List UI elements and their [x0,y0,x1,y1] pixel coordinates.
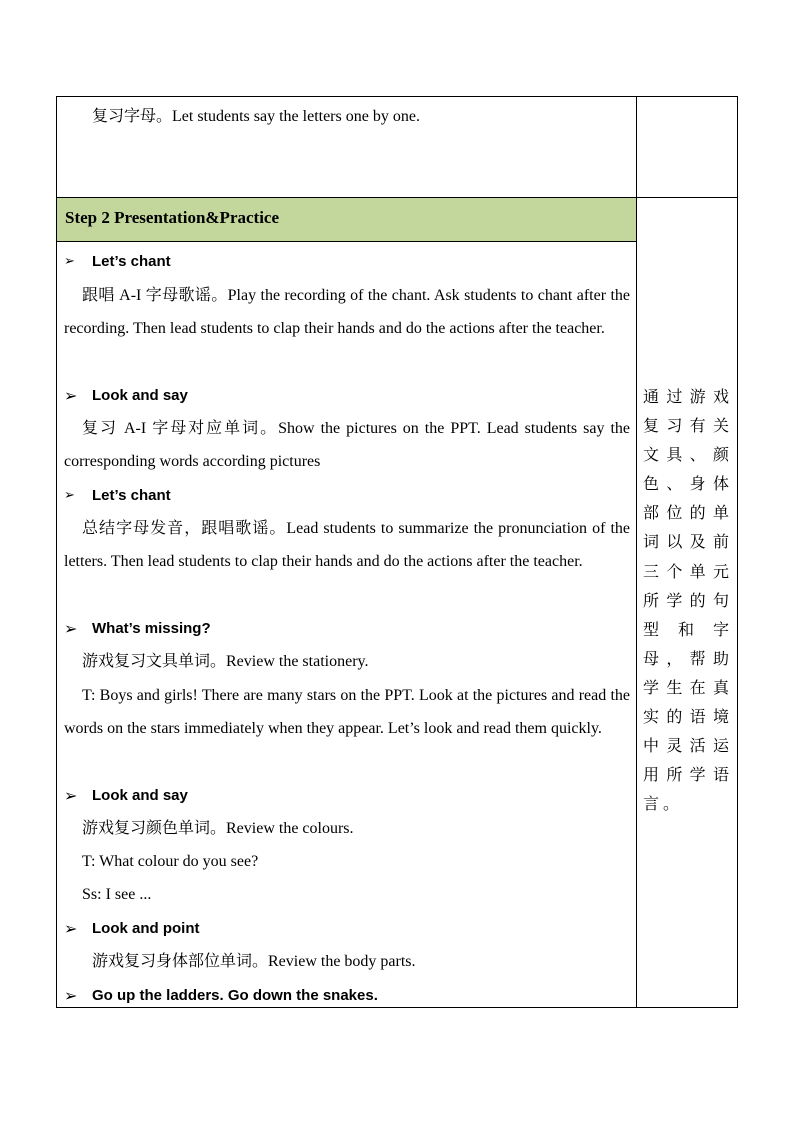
arrow-bullet-icon: ➢ [64,488,75,503]
side-note: 通过游戏复习有关文具、颜色、身体部位的单词以及前三个单元所学的句型和字母，帮助学生在真实的语境中灵活运用所学语言。 [643,387,733,814]
intro-text: 复习字母。Let students say the letters one by one. [92,108,420,125]
section-line: T: What colour do you see? [82,853,259,870]
section-heading: ➢ Let’s chant [64,250,171,274]
arrow-bullet-icon: ➢ [64,986,78,1005]
section-line: 游戏复习文具单词。Review the stationery. [82,653,369,670]
section-heading: ➢ Look and point [64,917,199,941]
step-title: Step 2 Presentation&Practice [65,208,280,227]
section-heading: ➢ Let’s chant [64,484,171,508]
section-line: Ss: I see ... [82,886,152,903]
step-header [57,198,636,241]
section-heading: ➢ What’s missing? [64,617,211,641]
header-divider [56,241,637,242]
arrow-bullet-icon: ➢ [64,386,78,405]
arrow-bullet-icon: ➢ [64,919,78,938]
section-heading: ➢ Look and say [64,784,188,808]
section-line: 游戏复习身体部位单词。Review the body parts. [92,953,416,970]
section-paragraph: 跟唱 A-I 字母歌谣。Play the recording of the chant. Ask students to chant after the recording. Then lead students to clap their hands and do the actions after the teacher. [64,287,630,338]
column-divider [636,96,637,1008]
section-line: 游戏复习颜色单词。Review the colours. [82,820,354,837]
arrow-bullet-icon: ➢ [64,254,75,269]
section-heading: ➢ Look and say [64,384,188,408]
section-paragraph: 总结字母发音，跟唱歌谣。Lead students to summarize the pronunciation of the letters. Then lead students to clap their hands and do the actions after the teacher. [64,520,630,571]
section-paragraph: T: Boys and girls! There are many stars on the PPT. Look at the pictures and read the words on the stars immediately when they appear. Let’s look and read them quickly. [64,687,630,738]
arrow-bullet-icon: ➢ [64,786,78,805]
section-heading: ➢ Go up the ladders. Go down the snakes. [64,984,378,1008]
arrow-bullet-icon: ➢ [64,619,78,638]
section-paragraph: 复习 A-I 字母对应单词。Show the pictures on the PPT. Lead students say the corresponding words according pictures [64,420,630,471]
